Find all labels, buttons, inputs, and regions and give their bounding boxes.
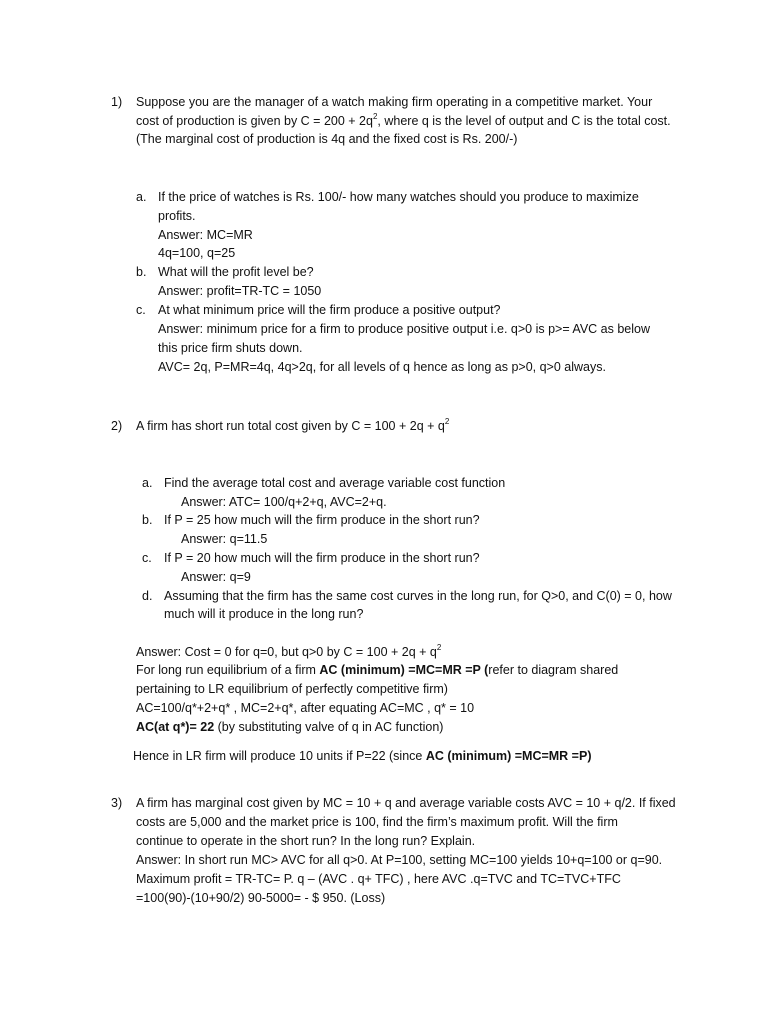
question-3-answer-2: Maximum profit = TR-TC= P. q – (AVC . q+ TFC) , here AVC .q=TVC and TC=TVC+TFC [136, 872, 621, 886]
q1-part-c-answer: Answer: minimum price for a firm to produce positive output i.e. q>0 is p>= AVC as below [158, 322, 651, 336]
question-2-stem: A firm has short run total cost given by $C = 100 + 2q + q^2$ [136, 417, 450, 433]
q2-answer-conclusion: Hence in LR firm will produce 10 units if P=22 (since AC (minimum) =MC=MR =P) [133, 749, 592, 763]
question-1-line-2: cost of production is given by $C = 200 + 2q^2$, where q is the level of output and C is the total cost. [136, 112, 671, 128]
q1-part-c-answer-3: AVC= 2q, P=MR=4q, 4q>2q, for all levels of q hence as long as p>0, q>0 always. [158, 360, 606, 374]
q2-answer-line-3: pertaining to LR equilibrium of perfectly competitive firm) [136, 682, 448, 696]
q2-part-b-letter: b. [142, 513, 153, 527]
q1-part-a-letter: a. [136, 190, 147, 204]
q2-part-b-text: If P = 25 how much will the firm produce in the short run? [164, 513, 480, 527]
q2-part-a-answer: Answer: ATC= 100/q+2+q, AVC=2+q. [181, 495, 387, 509]
q2-part-a-letter: a. [142, 476, 153, 490]
q2-part-c-answer: Answer: q=9 [181, 570, 251, 584]
q2-part-c-letter: c. [142, 551, 152, 565]
q1-part-c-answer-2: this price firm shuts down. [158, 341, 303, 355]
q1-part-b-text: What will the profit level be? [158, 265, 314, 279]
question-3-answer-1: Answer: In short run MC> AVC for all q>0. At P=100, setting MC=100 yields 10+q=100 or q=90. [136, 853, 663, 867]
q2-part-d-text: Assuming that the firm has the same cost curves in the long run, for Q>0, and C(0) = 0, how [164, 589, 672, 603]
question-3-line-1: A firm has marginal cost given by MC = 10 + q and average variable costs AVC = 10 + q/2. If fixed [136, 796, 676, 810]
q1-part-c-text: At what minimum price will the firm produce a positive output? [158, 303, 501, 317]
question-3-line-2: costs are 5,000 and the market price is 100, find the firm’s maximum profit. Will the firm [136, 815, 618, 829]
question-2-number: 2) [111, 419, 123, 433]
q1-part-a-answer: Answer: MC=MR [158, 228, 253, 242]
q1-part-c-letter: c. [136, 303, 146, 317]
q2-part-a-text: Find the average total cost and average variable cost function [164, 476, 506, 490]
q2-part-d-letter: d. [142, 589, 153, 603]
q1-part-b-letter: b. [136, 265, 147, 279]
q2-answer-line-5: AC(at q*)= 22 (by substituting valve of q in AC function) [136, 720, 444, 734]
question-3-answer-3: =100(90)-(10+90/2) 90-5000= - $ 950. (Loss) [136, 891, 386, 905]
question-3-number: 3) [111, 796, 123, 810]
q1-part-a-answer-2: 4q=100, q=25 [158, 246, 236, 260]
q1-part-b-answer: Answer: profit=TR-TC = 1050 [158, 284, 322, 298]
q2-answer-line-4: AC=100/q*+2+q* , MC=2+q*, after equating AC=MC , q* = 10 [136, 701, 475, 715]
q1-part-a-text-2: profits. [158, 209, 196, 223]
question-1-line-3: (The marginal cost of production is 4q and the fixed cost is Rs. 200/-) [136, 132, 518, 146]
q2-part-b-answer: Answer: q=11.5 [181, 532, 268, 546]
q1-part-a-text: If the price of watches is Rs. 100/- how many watches should you produce to maximize [158, 190, 639, 204]
question-1-line-1: Suppose you are the manager of a watch making firm operating in a competitive market. Your [136, 95, 653, 109]
question-3-line-3: continue to operate in the short run? In the long run? Explain. [136, 834, 476, 848]
q2-part-d-text-2: much will it produce in the long run? [164, 607, 364, 621]
q2-part-c-text: If P = 20 how much will the firm produce in the short run? [164, 551, 480, 565]
question-1-number: 1) [111, 95, 123, 109]
q2-answer-line-1: Answer: Cost = 0 for q=0, but q>0 by $C = 100 + 2q + q^2$ [136, 643, 442, 659]
q2-answer-line-2: For long run equilibrium of a firm AC (minimum) =MC=MR =P (refer to diagram shared [136, 663, 619, 677]
